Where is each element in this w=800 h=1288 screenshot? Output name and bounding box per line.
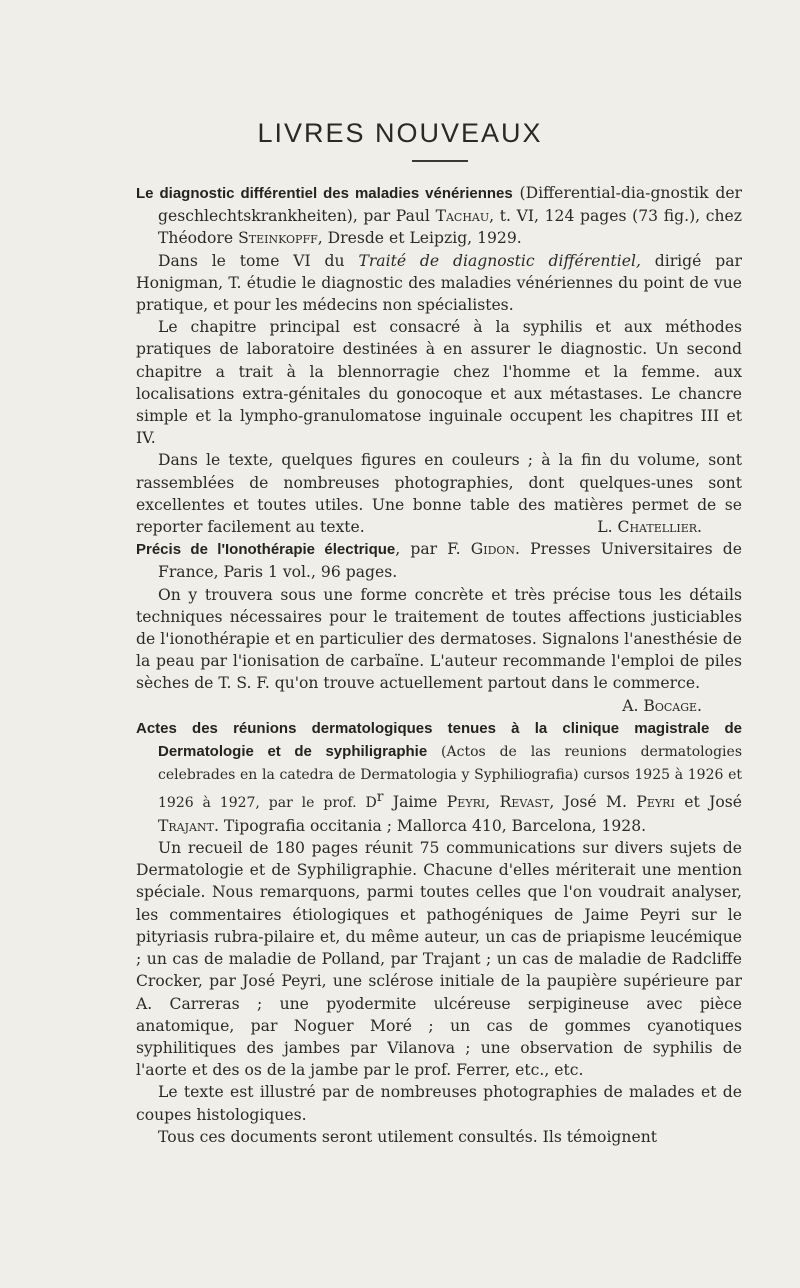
- review-3-author-3: Peyri: [636, 793, 675, 812]
- review-1-publisher: Steinkopff: [238, 229, 318, 248]
- review-1-citation: Le diagnostic différentiel des maladies vénériennes (Differential-dia-gnostik der geschlechtskrankheiten), par Paul Tachau, t. VI, 124 pages (73 fig.), chez Théodore Steinkopff, Dresde et Leipzig, 1929.: [136, 184, 742, 248]
- review-3-author-1: Peyri: [446, 793, 486, 812]
- review-1-paragraph-2: Le chapitre principal est consacré à la syphilis et aux méthodes pratiques de laboratoire destinées à en assurer le diagnostic. Un second chapitre a trait à la blennorragie chez l'homme et la femme. aux localisations extra-génitales du gonocoque et aux métastases. Le chancre simple et la lympho-granulomatose inguinale occupent les chapitres III et IV.: [136, 318, 742, 448]
- review-1-paragraph-3: Dans le texte, quelques figures en couleurs ; à la fin du volume, sont rassemblées de nombreuses photographies, dont quelques-unes sont excellentes et toutes utiles. Une bonne table des matières permet de se reporter facilement au texte. L. Chatellier.: [136, 449, 742, 538]
- review-3-author-2: Revast: [499, 793, 550, 812]
- review-3-citation: Actes des réunions dermatologiques tenues à la clinique magistrale de Dermatologie et de syphiligraphie (Actos de las reunions dermatologies celebrades en la catedra de Dermatologia y Syphiliografia) cursos 1925 à 1926 et 1926 à 1927, par le prof. $D^r$ Jaime Peyri, Revast, José M. Peyri et José Trajant. Tipografia occitania ; Mallorca 410, Barcelona, 1928.: [136, 719, 743, 835]
- reviews-column: [136, 182, 742, 1148]
- review-1-paragraph-1: Dans le tome VI du Traité de diagnostic différentiel, dirigé par Honigman, T. étudie le diagnostic des maladies vénériennes du point de vue pratique, et pour les médecins non spécialistes.: [136, 251, 742, 315]
- page-title: LIVRES NOUVEAUX: [257, 118, 543, 148]
- review-3-book-title: Actes des réunions dermatologiques tenues à la clinique magistrale de Dermatologie et de syphiligraphie: [136, 719, 742, 761]
- title-rule: [412, 160, 468, 162]
- review-1-book-title: Le diagnostic différentiel des maladies vénériennes: [136, 185, 513, 202]
- review-1-author: Tachau: [435, 207, 490, 226]
- review-2-author: Gidon: [470, 540, 516, 559]
- review-2-signature: A. Bocage.: [622, 696, 702, 715]
- review-2-citation: Précis de l'Ionothérapie électrique, par F. Gidon. Presses Universitaires de France, Paris 1 vol., 96 pages.: [136, 540, 742, 582]
- review-2-book-title: Précis de l'Ionothérapie électrique: [136, 541, 396, 559]
- review-2-paragraph-1: On y trouvera sous une forme concrète et très précise tous les détails techniques nécessaires pour le traitement de toutes affections justiciables de l'ionothérapie et en particulier des dermatoses. Signalons l'anesthésie de la peau par l'ionisation de carbaïne. L'auteur recommande l'emploi de piles sèches de T. S. F. qu'on trouve actuellement partout dans le commerce. A. Bocage.: [136, 584, 742, 717]
- review-3-author-4: Trajant: [158, 816, 214, 835]
- review-1-signature: L. Chatellier.: [597, 518, 702, 537]
- review-3-paragraph-3: Tous ces documents seront utilement consultés. Ils témoignent: [158, 1127, 657, 1146]
- review-3-paragraph-1: Un recueil de 180 pages réunit 75 communications sur divers sujets de Dermatologie et de Syphiligraphie. Chacune d'elles mériterait une mention spéciale. Nous remarquons, parmi toutes celles que l'on voudrait analyser, les commentaires étiologiques et pathogéniques de Jaime Peyri sur le pityriasis rubra-pilaire et, du même auteur, un cas de priapisme leucémique ; un cas de maladie de Polland, par Trajant ; un cas de maladie de Radcliffe Crocker, par José Peyri, une sclérose initiale de la paupière supérieure par A. Carreras ; une pyodermite ulcéreuse serpigineuse avec pièce anatomique, par Noguer Moré ; un cas de gommes cyanotiques syphilitiques des jambes par Vilanova ; une observation de syphilis de l'aorte et des os de la jambe par le prof. Ferrer, etc., etc.: [136, 839, 742, 1080]
- review-3-paragraph-2: Le texte est illustré par de nombreuses photographies de malades et de coupes histologiques.: [136, 1083, 742, 1124]
- review-1-work-title: Traité de diagnostic différentiel,: [358, 251, 641, 270]
